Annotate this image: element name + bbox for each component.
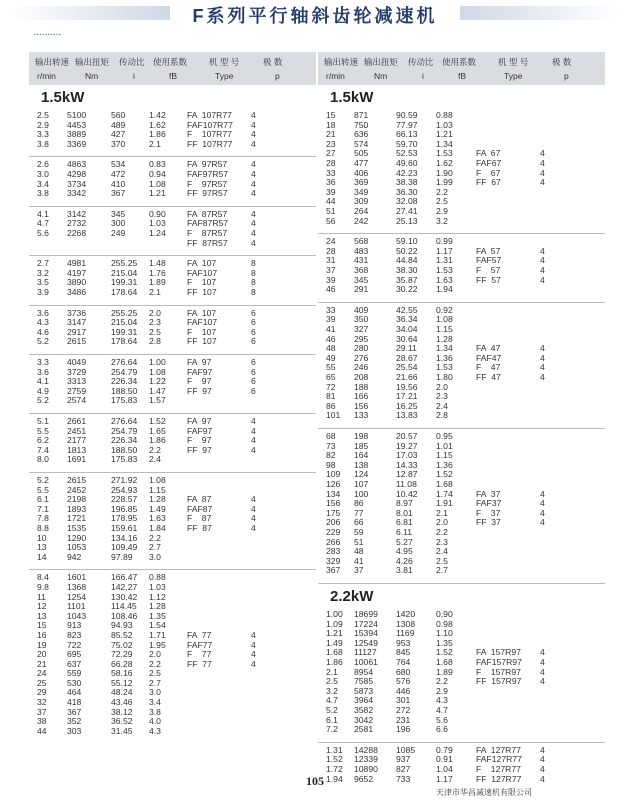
- power-heading: 1.5kW: [330, 89, 374, 106]
- col-ratio: 20.57 19.27 17.03 14.33 12.87 11.08 10.42 8.97 8.01 6.81 6.11 5.27 4.95 4.26 3.81: [396, 430, 418, 576]
- group-divider: [29, 305, 316, 306]
- col-sf: 0.92 1.08 1.15 1.28 1.34 1.36 1.53 1.80 2.0 2.3 2.4 2.8: [436, 304, 453, 421]
- group-divider: [318, 107, 605, 108]
- unit-ratio: i: [422, 71, 424, 81]
- group-divider: [318, 233, 605, 234]
- col-torque: 3736 3147 2917 2615: [67, 307, 87, 347]
- data-group: [318, 107, 605, 228]
- unit-ratio: i: [133, 71, 135, 81]
- col-type: FA 47 FAF47 F 47 FF 47: [476, 343, 502, 382]
- col-speed: 24 28 31 37 39 46: [326, 236, 336, 295]
- col-type: FA 97 FAF97 F 97 FF 97: [187, 415, 213, 455]
- col-type: FA 77 FAF77 F 77 FF 77: [187, 629, 213, 669]
- data-group: [318, 428, 605, 578]
- col-torque: 4049 3729 3313 2759 2574: [67, 356, 87, 406]
- col-speed: 2.5 2.9 3.3 3.8: [37, 110, 49, 149]
- col-p: 6 6 6 6: [251, 307, 256, 347]
- col-type: FA 37 FAF37 F 37 FF 37: [476, 488, 502, 528]
- col-speed: 4.1 4.7 5.6: [37, 208, 49, 238]
- col-p: 4 4 4 4: [251, 208, 256, 248]
- col-type: FA 97R57 FAF97R57 F 97R57 FF 97R57: [187, 159, 229, 199]
- col-torque: 4981 4197 3890 3486: [67, 258, 87, 297]
- col-sf: 0.88 1.03 1.21 1.34 1.53 1.62 1.90 1.99 2.2 2.5 2.9 3.2: [436, 110, 453, 226]
- col-type: FA 107 FAF107 F 107 FF 107: [187, 307, 218, 347]
- data-group: [29, 354, 316, 408]
- header-out-torque: 输出扭矩: [75, 57, 110, 67]
- col-p: 4 4 4 4: [251, 110, 256, 149]
- col-sf: 0.83 0.94 1.08 1.21: [149, 159, 166, 199]
- col-sf: 1.42 1.62 1.86 2.1: [149, 110, 166, 149]
- col-torque: 2661 2451 2177 1813 1691: [67, 415, 87, 465]
- header-poles: 极 数: [552, 57, 572, 67]
- col-sf: 0.95 1.01 1.15 1.36 1.52 1.68 1.74 1.91 2.1 2.0 2.2 2.3 2.4 2.5 2.7: [436, 430, 453, 576]
- page-title: F系列平行轴斜齿轮减速机: [192, 6, 438, 26]
- power-heading: 1.5kW: [41, 89, 85, 106]
- col-speed: 3.3 3.6 4.1 4.9 5.2: [37, 356, 49, 406]
- col-type: FA 87 FAF87 F 87 FF 87: [187, 494, 213, 533]
- right-table: [318, 52, 605, 791]
- col-sf: 1.48 1.76 1.89 2.1: [149, 258, 166, 297]
- data-group: [29, 413, 316, 467]
- col-torque: 2615 2452 2198 1893 1721 1535 1290 1053 942: [67, 474, 87, 562]
- col-p: 4 4 4 4: [251, 159, 256, 199]
- data-group: [318, 302, 605, 423]
- header-poles: 极 数: [263, 57, 283, 67]
- col-torque: 568 483 431 368 345 291: [354, 236, 369, 295]
- col-ratio: 1085 937 827 733: [396, 744, 416, 784]
- col-p: 4 4 4 4: [251, 629, 256, 669]
- col-sf: 0.99 1.17 1.31 1.53 1.63 1.94: [436, 236, 453, 295]
- header-service-factor: 使用系数: [442, 57, 477, 67]
- page-number: 105: [306, 774, 324, 788]
- col-speed: 5.2 5.5 6.1 7.1 7.8 8.8 10 13 14: [37, 474, 49, 562]
- col-torque: 18699 17224 15394 12549 11127 10061 8954 7585 5873 3964 3582 3042 2581: [354, 608, 378, 735]
- unit-speed: r/min: [37, 71, 56, 81]
- col-ratio: 276.64 254.79 226.34 188.50 175.83: [111, 415, 138, 465]
- col-p: 4 4 4 4: [251, 415, 256, 455]
- group-divider: [29, 354, 316, 355]
- col-sf: 0.90 0.98 1.10 1.35 1.52 1.68 1.89 2.2 2.9 4.3 4.7 5.6 6.6: [436, 608, 453, 735]
- col-torque: 198 185 164 138 124 107 100 86 77 66 59 51 48 41 37: [354, 430, 369, 576]
- unit-p: p: [564, 71, 569, 81]
- col-type: FA 67 FAF67 F 67 FF 67: [476, 148, 502, 188]
- col-type: FA 57 FAF57 F 57 FF 57: [476, 245, 502, 285]
- col-torque: 5100 4453 3889 3369: [67, 110, 87, 149]
- data-group: [29, 107, 316, 151]
- col-sf: 0.79 0.91 1.04 1.17: [436, 744, 453, 784]
- unit-p: p: [275, 71, 280, 81]
- col-speed: 33 39 41 46 48 49 55 65 72 81 86 101: [326, 304, 341, 421]
- col-sf: 1.08 1.15 1.28 1.49 1.63 1.84 2.2 2.7 3.0: [149, 474, 166, 562]
- col-torque: 14288 12339 10890 9652: [354, 744, 378, 784]
- data-group: [29, 472, 316, 564]
- unit-type: Type: [215, 71, 234, 81]
- header-model: 机 型 号: [498, 57, 529, 67]
- group-divider: [318, 428, 605, 429]
- col-sf: 1.52 1.65 1.86 2.2 2.4: [149, 415, 166, 465]
- header-out-torque: 输出扭矩: [364, 57, 399, 67]
- brand-mark: ▪▪▪▪▪▪▪▪▪▪: [34, 32, 62, 38]
- data-group: [29, 255, 316, 299]
- data-group: [29, 569, 316, 738]
- unit-sf: fB: [169, 71, 178, 81]
- col-ratio: 1420 1308 1169 953 845 764 680 576 446 301 272 231 196: [396, 608, 416, 735]
- col-sf: 1.00 1.08 1.22 1.47 1.57: [149, 356, 166, 406]
- group-divider: [29, 206, 316, 207]
- col-type: FA 157R97 FAF157R97 F 157R97 FF 157R97: [476, 647, 522, 687]
- col-speed: 1.00 1.09 1.21 1.49 1.68 1.86 2.1 2.5 3.2 4.7 5.2 6.1 7.2: [326, 608, 343, 735]
- col-type: FA 107 FAF107 F 107 FF 107: [187, 258, 218, 297]
- group-divider: [29, 107, 316, 108]
- header-ratio: 传动比: [408, 57, 434, 67]
- col-p: 4 4 4 4: [540, 343, 545, 382]
- left-table: [29, 52, 316, 744]
- col-speed: 8.4 9.8 11 12 13 15 16 19 20 21 24 25 29 32 37 38 44: [37, 572, 49, 736]
- col-speed: 3.6 4.3 4.6 5.2: [37, 307, 49, 347]
- col-torque: 4863 4298 3734 3342: [67, 159, 87, 199]
- group-divider: [29, 413, 316, 414]
- col-speed: 2.7 3.2 3.5 3.9: [37, 258, 49, 297]
- col-sf: 0.90 1.03 1.24: [149, 208, 166, 238]
- col-type: FA 97 FAF97 F 97 FF 97: [187, 356, 213, 396]
- col-ratio: 166.47 142.27 130.42 114.45 108.46 94.93 85.52 75.02 72.29 66.28 58.16 55.12 48.24 43.46 38.12 36.52 31.45: [111, 572, 138, 736]
- group-divider: [29, 569, 316, 570]
- header-model: 机 型 号: [209, 57, 240, 67]
- col-ratio: 560 489 427 370: [111, 110, 126, 149]
- unit-torque: Nm: [374, 71, 388, 81]
- col-ratio: 42.55 36.34 34.04 30.64 29.11 28.67 25.54 21.66 19.56 17.21 16.25 13.83: [396, 304, 418, 421]
- col-ratio: 255.25 215.04 199.31 178.64: [111, 258, 138, 297]
- unit-sf: fB: [458, 71, 467, 81]
- col-p: 4 4 4 4: [540, 488, 545, 528]
- company-name: 天津市华昌减速机有限公司: [436, 788, 532, 797]
- title-stripe-right: [460, 6, 620, 20]
- header-out-speed: 输出转速: [324, 57, 359, 67]
- col-p: 4 4 4 4: [540, 245, 545, 285]
- group-divider: [29, 255, 316, 256]
- table-header: [318, 52, 605, 85]
- unit-speed: r/min: [326, 71, 345, 81]
- col-ratio: 534 472 410 367: [111, 159, 126, 199]
- col-speed: 68 73 82 98 109 126 134 156 175 206 229 266 283 329 367: [326, 430, 341, 576]
- header-service-factor: 使用系数: [153, 57, 188, 67]
- table-header: [29, 52, 316, 85]
- col-p: 4 4 4 4: [540, 744, 545, 784]
- col-ratio: 59.10 50.22 44.84 38.30 35.87 30.22: [396, 236, 418, 295]
- data-group: [318, 233, 605, 297]
- group-divider: [318, 742, 605, 743]
- col-torque: 3142 2732 2268: [67, 208, 87, 238]
- data-group: [29, 156, 316, 200]
- col-torque: 871 750 636 574 505 477 406 369 349 309 264 242: [354, 110, 369, 226]
- col-torque: 1601 1368 1254 1101 1043 913 823 722 695 637 559 530 464 418 367 352 303: [67, 572, 87, 736]
- col-p: 4 4 4 4: [540, 647, 545, 687]
- header-ratio: 传动比: [119, 57, 145, 67]
- col-ratio: 345 300 249: [111, 208, 126, 238]
- col-sf: 2.0 2.3 2.5 2.8: [149, 307, 161, 347]
- data-group: [29, 206, 316, 250]
- header-out-speed: 输出转速: [35, 57, 70, 67]
- col-speed: 5.1 5.5 6.2 7.4 8.0: [37, 415, 49, 465]
- col-type: FA 87R57 FAF87R57 F 87R57 FF 87R57: [187, 208, 229, 248]
- col-torque: 409 350 327 295 280 276 246 208 188 166 156 133: [354, 304, 369, 421]
- unit-type: Type: [504, 71, 523, 81]
- col-p: 4 4 4 4: [251, 494, 256, 533]
- col-ratio: 255.25 215.04 199.31 178.64: [111, 307, 138, 347]
- group-divider: [318, 302, 605, 303]
- title-stripe-left: [10, 6, 170, 20]
- power-heading-2: 2.2kW: [318, 583, 605, 606]
- col-ratio: 90.59 77.97 66.13 59.70 52.53 49.60 42.23 38.38 36.30 32.08 27.41 25.13: [396, 110, 418, 226]
- col-p: 8 8 8 8: [251, 258, 256, 297]
- data-group: [29, 305, 316, 349]
- col-speed: 1.31 1.52 1.72 1.94: [326, 744, 343, 784]
- col-ratio: 271.92 254.93 228.57 196.85 178.95 159.61 134.16 109.49 97.89: [111, 474, 138, 562]
- col-p: 4 4 4 4: [540, 148, 545, 188]
- data-group: [318, 606, 605, 737]
- col-speed: 15 18 21 23 27 28 33 36 39 44 51 56: [326, 110, 336, 226]
- group-divider: [29, 156, 316, 157]
- group-divider: [318, 606, 605, 607]
- unit-torque: Nm: [85, 71, 99, 81]
- col-type: FA 127R77 FAF127R77 F 127R77 FF 127R77: [476, 744, 522, 784]
- col-p: 6 6 6 6: [251, 356, 256, 396]
- title-bar: [0, 0, 630, 24]
- col-sf: 0.88 1.03 1.12 1.28 1.35 1.54 1.71 1.95 2.0 2.2 2.5 2.7 3.0 3.4 3.8 4.0 4.3: [149, 572, 166, 736]
- group-divider: [29, 472, 316, 473]
- col-speed: 2.6 3.0 3.4 3.8: [37, 159, 49, 199]
- col-type: FA 107R77 FAF107R77 F 107R77 FF 107R77: [187, 110, 233, 149]
- col-ratio: 276.64 254.79 226.34 188.50 175.83: [111, 356, 138, 406]
